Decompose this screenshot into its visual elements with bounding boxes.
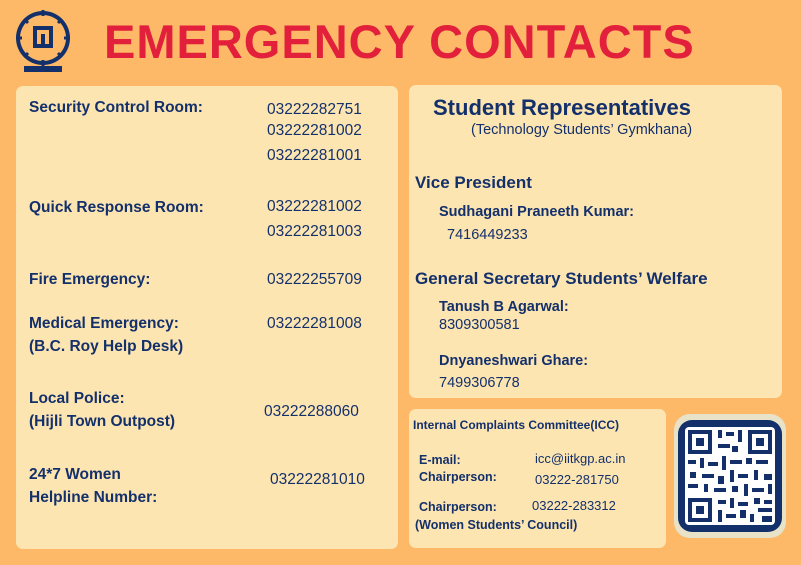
rep-name: Tanush B Agarwal: <box>439 299 569 315</box>
contact-numbers-security <box>267 99 362 170</box>
phone-number[interactable]: 03222281002 <box>267 198 362 215</box>
qr-code-icon[interactable] <box>674 414 786 538</box>
label-line: (Hijli Town Outpost) <box>29 413 176 430</box>
rep-name: Dnyaneshwari Ghare: <box>439 353 589 369</box>
phone-number[interactable]: 03222255709 <box>267 271 362 288</box>
contact-label-security: Security Control Room: <box>29 99 203 116</box>
contact-label-medical <box>29 312 183 358</box>
phone-number[interactable]: 7416449233 <box>447 227 528 243</box>
phone-number[interactable]: 03222282751 <box>267 101 362 118</box>
phone-number[interactable]: 03222281003 <box>267 223 362 240</box>
contact-label-women-helpline <box>29 463 157 509</box>
label-line: Medical Emergency: <box>29 315 179 332</box>
rep-name: Sudhagani Praneeth Kumar: <box>439 204 634 220</box>
icc-title: Internal Complaints Committee(ICC) <box>413 418 620 432</box>
label-line: Local Police: <box>29 390 125 407</box>
contact-label-police <box>29 387 175 433</box>
label-line: 24*7 Women <box>29 466 121 483</box>
phone-number[interactable]: 7499306778 <box>439 375 520 391</box>
contact-label-fire: Fire Emergency: <box>29 271 151 288</box>
label-line: (B.C. Roy Help Desk) <box>29 338 184 355</box>
contact-label-qrt: Quick Response Room: <box>29 199 204 216</box>
phone-number[interactable]: 03222281008 <box>267 315 362 332</box>
icc-email-value[interactable]: icc@iitkgp.ac.in <box>535 451 626 466</box>
phone-number[interactable]: 8309300581 <box>439 317 520 333</box>
icc-chair2-label: Chairperson: <box>419 500 497 514</box>
phone-number[interactable]: 03222288060 <box>264 403 359 420</box>
phone-number[interactable]: 03222281001 <box>267 147 362 164</box>
role-vice-president: Vice President <box>415 173 532 192</box>
institute-emblem-icon <box>14 8 72 74</box>
role-general-secretary: General Secretary Students’ Welfare <box>415 269 708 288</box>
phone-number[interactable]: 03222281010 <box>270 471 365 488</box>
icc-chair1-label: Chairperson: <box>419 470 497 484</box>
label-line: Helpline Number: <box>29 489 158 506</box>
reps-title: Student Representatives <box>433 95 691 120</box>
phone-number[interactable]: 03222-281750 <box>535 472 619 487</box>
reps-subtitle: (Technology Students’ Gymkhana) <box>471 122 693 138</box>
contact-numbers-qrt <box>267 196 362 246</box>
phone-number[interactable]: 03222281002 <box>267 122 362 139</box>
page-title: EMERGENCY CONTACTS <box>104 15 695 68</box>
icc-chair2-note: (Women Students’ Council) <box>415 518 578 532</box>
icc-email-label: E-mail: <box>419 453 461 467</box>
phone-number[interactable]: 03222-283312 <box>532 498 616 513</box>
qr-code-card <box>674 414 786 538</box>
